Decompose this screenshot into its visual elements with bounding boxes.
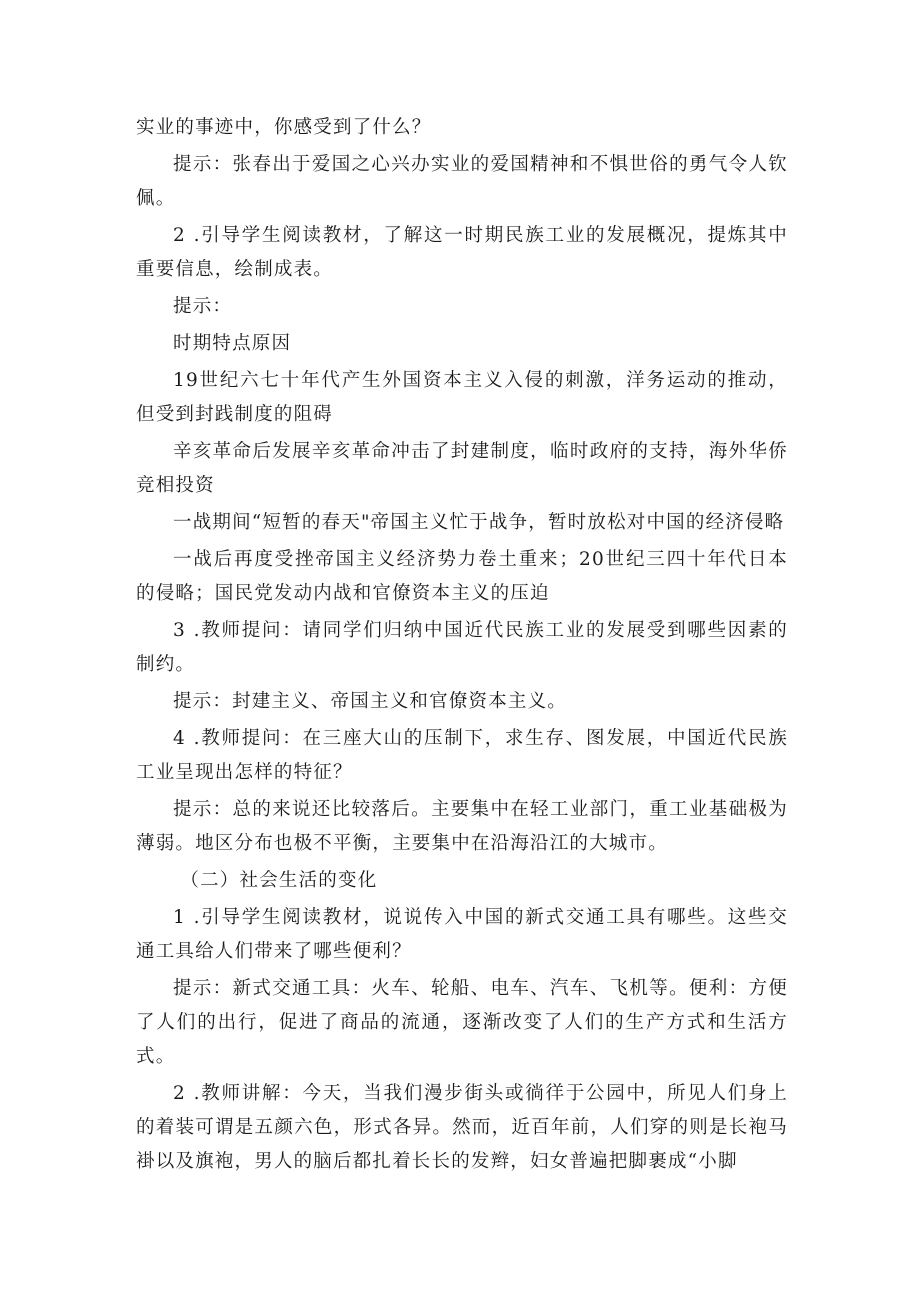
paragraph-question-3: 3 .教师提问：请同学们归纳中国近代民族工业的发展受到哪些因素的制约。 bbox=[136, 620, 788, 675]
paragraph-continuation: 实业的事迹中，你感受到了什么？ bbox=[136, 117, 432, 138]
table-row-after-ww1: 一战后再度受挫帝国主义经济势力卷土重来；20世纪三四十年代日本的侵略；国民党发动内战和官僚资本主义的压迫 bbox=[136, 549, 788, 604]
paragraph-hint-transport: 提示：新式交通工具：火车、轮船、电车、汽车、飞机等。便利：方便了人们的出行，促进了商品的流通，逐渐改变了人们的生产方式和生活方式。 bbox=[136, 978, 788, 1067]
section-heading-social-life: （二）社会生活的变化 bbox=[180, 870, 378, 891]
table-row-after-revolution: 辛亥革命后发展辛亥革命冲击了封建制度，临时政府的支持，海外华侨竞相投资 bbox=[136, 441, 788, 496]
table-row-19th-century: 19世纪六七十年代产生外国资本主义入侵的刺激，洋务运动的推动，但受到封践制度的阻碍 bbox=[136, 370, 788, 425]
paragraph-question-4: 4 .教师提问：在三座大山的压制下，求生存、图发展，中国近代民族工业呈现出怎样的特征？ bbox=[136, 728, 788, 783]
paragraph-teacher-explanation: 2 .教师讲解：今天，当我们漫步街头或徜徉于公园中，所见人们身上的着装可谓是五颜六色，形式各异。然而，近百年前，人们穿的则是长袍马褂以及旗袍，男人的脑后都扎着长长的发辫，妇女普遍把脚裹成“小脚 bbox=[136, 1083, 788, 1172]
paragraph-hint-3: 提示：封建主义、帝国主义和官僚资本主义。 bbox=[173, 691, 568, 712]
paragraph-hint-label: 提示： bbox=[173, 296, 233, 317]
document-body bbox=[136, 111, 788, 1179]
paragraph-hint-1: 提示：张春出于爱国之心兴办实业的爱国精神和不惧世俗的勇气令人钦佩。 bbox=[136, 154, 788, 209]
paragraph-hint-4: 提示：总的来说还比较落后。主要集中在轻工业部门，重工业基础极为薄弱。地区分布也极不平衡，主要集中在沿海沿江的大城市。 bbox=[136, 799, 788, 854]
paragraph-question-2: 2 .引导学生阅读教材，了解这一时期民族工业的发展概况，提炼其中重要信息，绘制成表。 bbox=[136, 225, 788, 280]
table-row-ww1: 一战期间“短暂的春天"帝国主义忙于战争，暂时放松对中国的经济侵略 bbox=[173, 512, 785, 533]
table-header-row: 时期特点原因 bbox=[173, 333, 292, 354]
paragraph-question-transport: 1 .引导学生阅读教材，说说传入中国的新式交通工具有哪些。这些交通工具给人们带来了哪些便利？ bbox=[136, 907, 788, 962]
